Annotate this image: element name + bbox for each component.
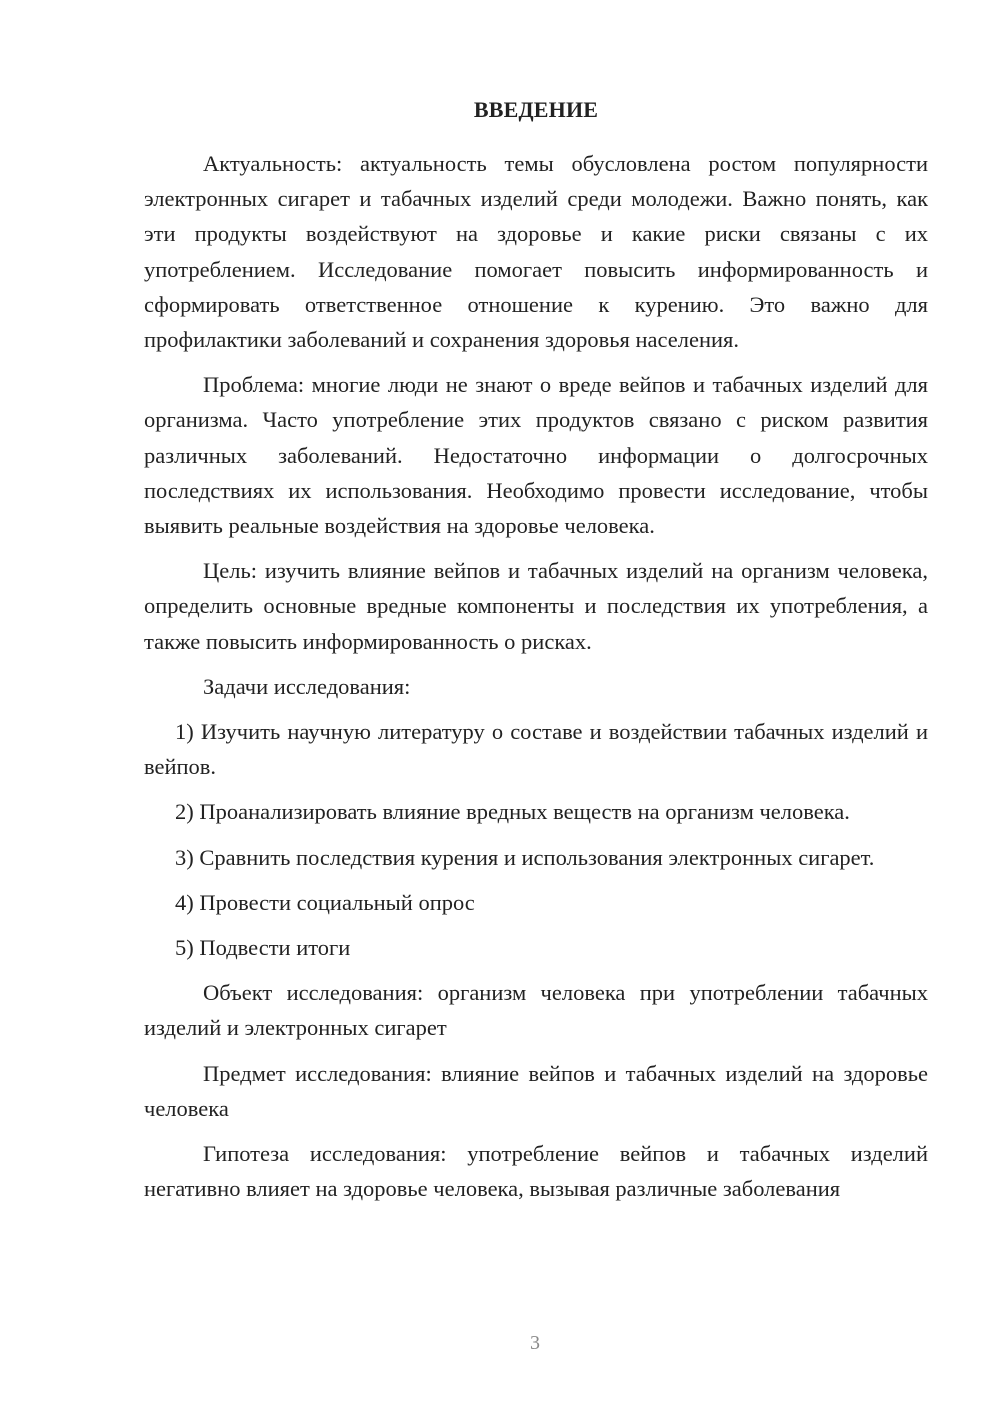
task-item-5: 5) Подвести итоги (175, 935, 351, 961)
task-item-3: 3) Сравнить последствия курения и использования электронных сигарет. (175, 844, 875, 870)
relevance-paragraph: Актуальность: актуальность темы обусловлена ростом популярности электронных сигарет и табачных изделий среди молодежи. Важно понять, как эти продукты воздействуют на здоровье и какие риски связаны с их употреблением. Исследование помогает повысить информированность и сформировать ответственное отношение к курению. Это важно для профилактики заболеваний и сохранения здоровья населения. (144, 151, 928, 353)
task-item-2: 2) Проанализировать влияние вредных веществ на организм человека. (175, 799, 850, 825)
document-page (144, 96, 928, 1206)
subject-paragraph: Предмет исследования: влияние вейпов и табачных изделий на здоровье человека (144, 1060, 928, 1121)
hypothesis-paragraph: Гипотеза исследования: употребление вейпов и табачных изделий негативно влияет на здоровье человека, вызывая различные заболевания (144, 1141, 928, 1202)
problem-paragraph: Проблема: многие люди не знают о вреде вейпов и табачных изделий для организма. Часто употребление этих продуктов связано с риском развития различных заболеваний. Недостаточно информации о долгосрочных последствиях их использования. Необходимо провести исследование, чтобы выявить реальные воздействия на здоровье человека. (144, 372, 928, 539)
page-number: 3 (530, 1332, 540, 1354)
page-title: ВВЕДЕНИЕ (473, 97, 599, 122)
task-item-1: 1) Изучить научную литературу о составе и воздействии табачных изделий и вейпов. (144, 719, 928, 780)
tasks-heading: Задачи исследования: (203, 673, 411, 699)
task-item-4: 4) Провести социальный опрос (175, 889, 475, 915)
goal-paragraph: Цель: изучить влияние вейпов и табачных изделий на организм человека, определить основные вредные компоненты и последствия их употребления, а также повысить информированность о рисках. (144, 558, 928, 654)
object-paragraph: Объект исследования: организм человека при употреблении табачных изделий и электронных сигарет (144, 980, 928, 1041)
